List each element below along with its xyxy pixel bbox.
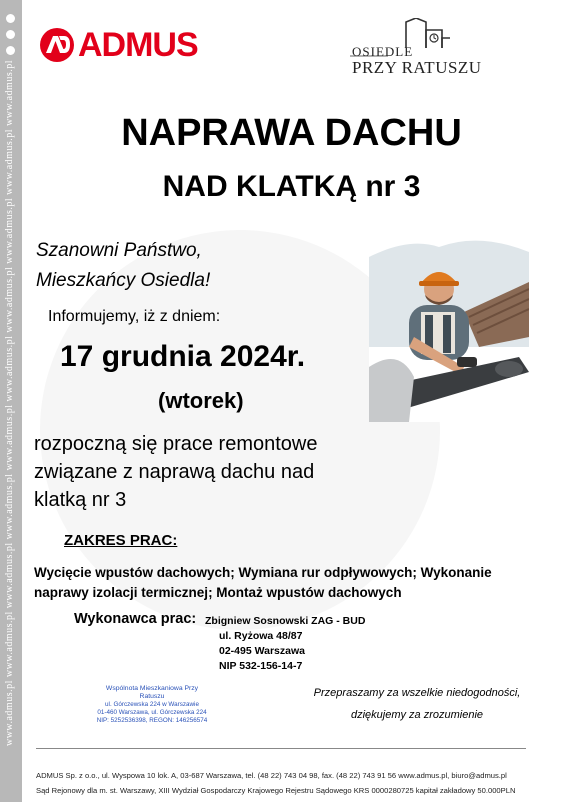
community-stamp [96,685,208,725]
notice-body [34,430,394,514]
contractor-label: Wykonawca prac: [74,611,197,627]
apology-line1: Przepraszamy za wszelkie niedogodności, [313,687,521,699]
weekday: (wtorek) [158,388,244,413]
admus-logo [38,26,198,64]
info-text: Informujemy, iż z dniem: [48,308,221,325]
stamp-line1: Wspólnota Mieszkaniowa Przy Ratuszu [105,685,199,700]
footer-divider [36,748,526,749]
binder-hole [6,14,15,23]
body-line1: rozpoczną się prace remontowe [34,433,318,455]
estate-logo-line2: PRZY RATUSZU [352,58,482,77]
contractor-name: Zbigniew Sosnowski ZAG - BUD [205,615,366,627]
stamp-line2: ul. Górczewska 224 w Warszawie [105,701,199,708]
sidebar-url-strip [2,60,20,800]
contractor-street: ul. Ryżowa 48/87 [219,630,303,642]
admus-logo-icon [38,26,76,64]
binder-hole [6,30,15,39]
estate-logo-line1: OSIEDLE [352,44,414,59]
roofer-illustration [369,217,529,422]
footer-line1: ADMUS Sp. z o.o., ul. Wyspowa 10 lok. A, 03-687 Warszawa, tel. (48 22) 743 04 98, fax. (48 22) 743 91 56 www.admus.pl, biuro@admus.pl [36,771,507,780]
body-line2: związane z naprawą dachu nad [34,461,315,483]
company-footer [36,768,541,798]
scope-title: ZAKRES PRAC: [64,532,178,549]
contractor-nip: NIP 532-156-14-7 [219,660,303,672]
apology-note [312,682,522,726]
contractor-city: 02-495 Warszawa [219,645,305,657]
apology-line2: dziękujemy za zrozumienie [350,709,484,721]
greeting-line1: Szanowni Państwo, [36,240,202,261]
greeting [36,236,210,296]
scope-line2: naprawy izolacji termicznej; Montaż wpustów dachowych [34,585,402,600]
start-date: 17 grudnia 2024r. [60,340,306,373]
scope-list [34,563,534,603]
estate-logo [350,18,490,78]
binder-hole [6,46,15,55]
binder-margin [0,0,22,802]
contractor-details [205,614,365,674]
sidebar-url-text: www.admus.pl www.admus.pl www.admus.pl www.admus.pl www.admus.pl www.admus.pl www.admus.pl www.admus.pl www.admus.pl www.admus.pl [4,60,15,747]
stamp-line3: 01-460 Warszawa, ul. Górczewska 224 [97,709,207,716]
greeting-line2: Mieszkańcy Osiedla! [36,270,211,291]
footer-line2: Sąd Rejonowy dla m. st. Warszawy, XIII Wydział Gospodarczy Krajowego Rejestru Sądowego KRS 0000280725 kapitał zakładowy 50.000PLN [36,786,516,795]
body-line3: klatką nr 3 [34,489,127,511]
stamp-line4: NIP: 5252536398, REGON: 146256574 [96,717,208,724]
notice-title: NAPRAWA DACHU [121,112,462,154]
admus-logo-text: ADMUS [78,26,198,64]
notice-subtitle: NAD KLATKĄ nr 3 [162,170,421,203]
scope-line1: Wycięcie wpustów dachowych; Wymiana rur odpływowych; Wykonanie [34,565,492,580]
